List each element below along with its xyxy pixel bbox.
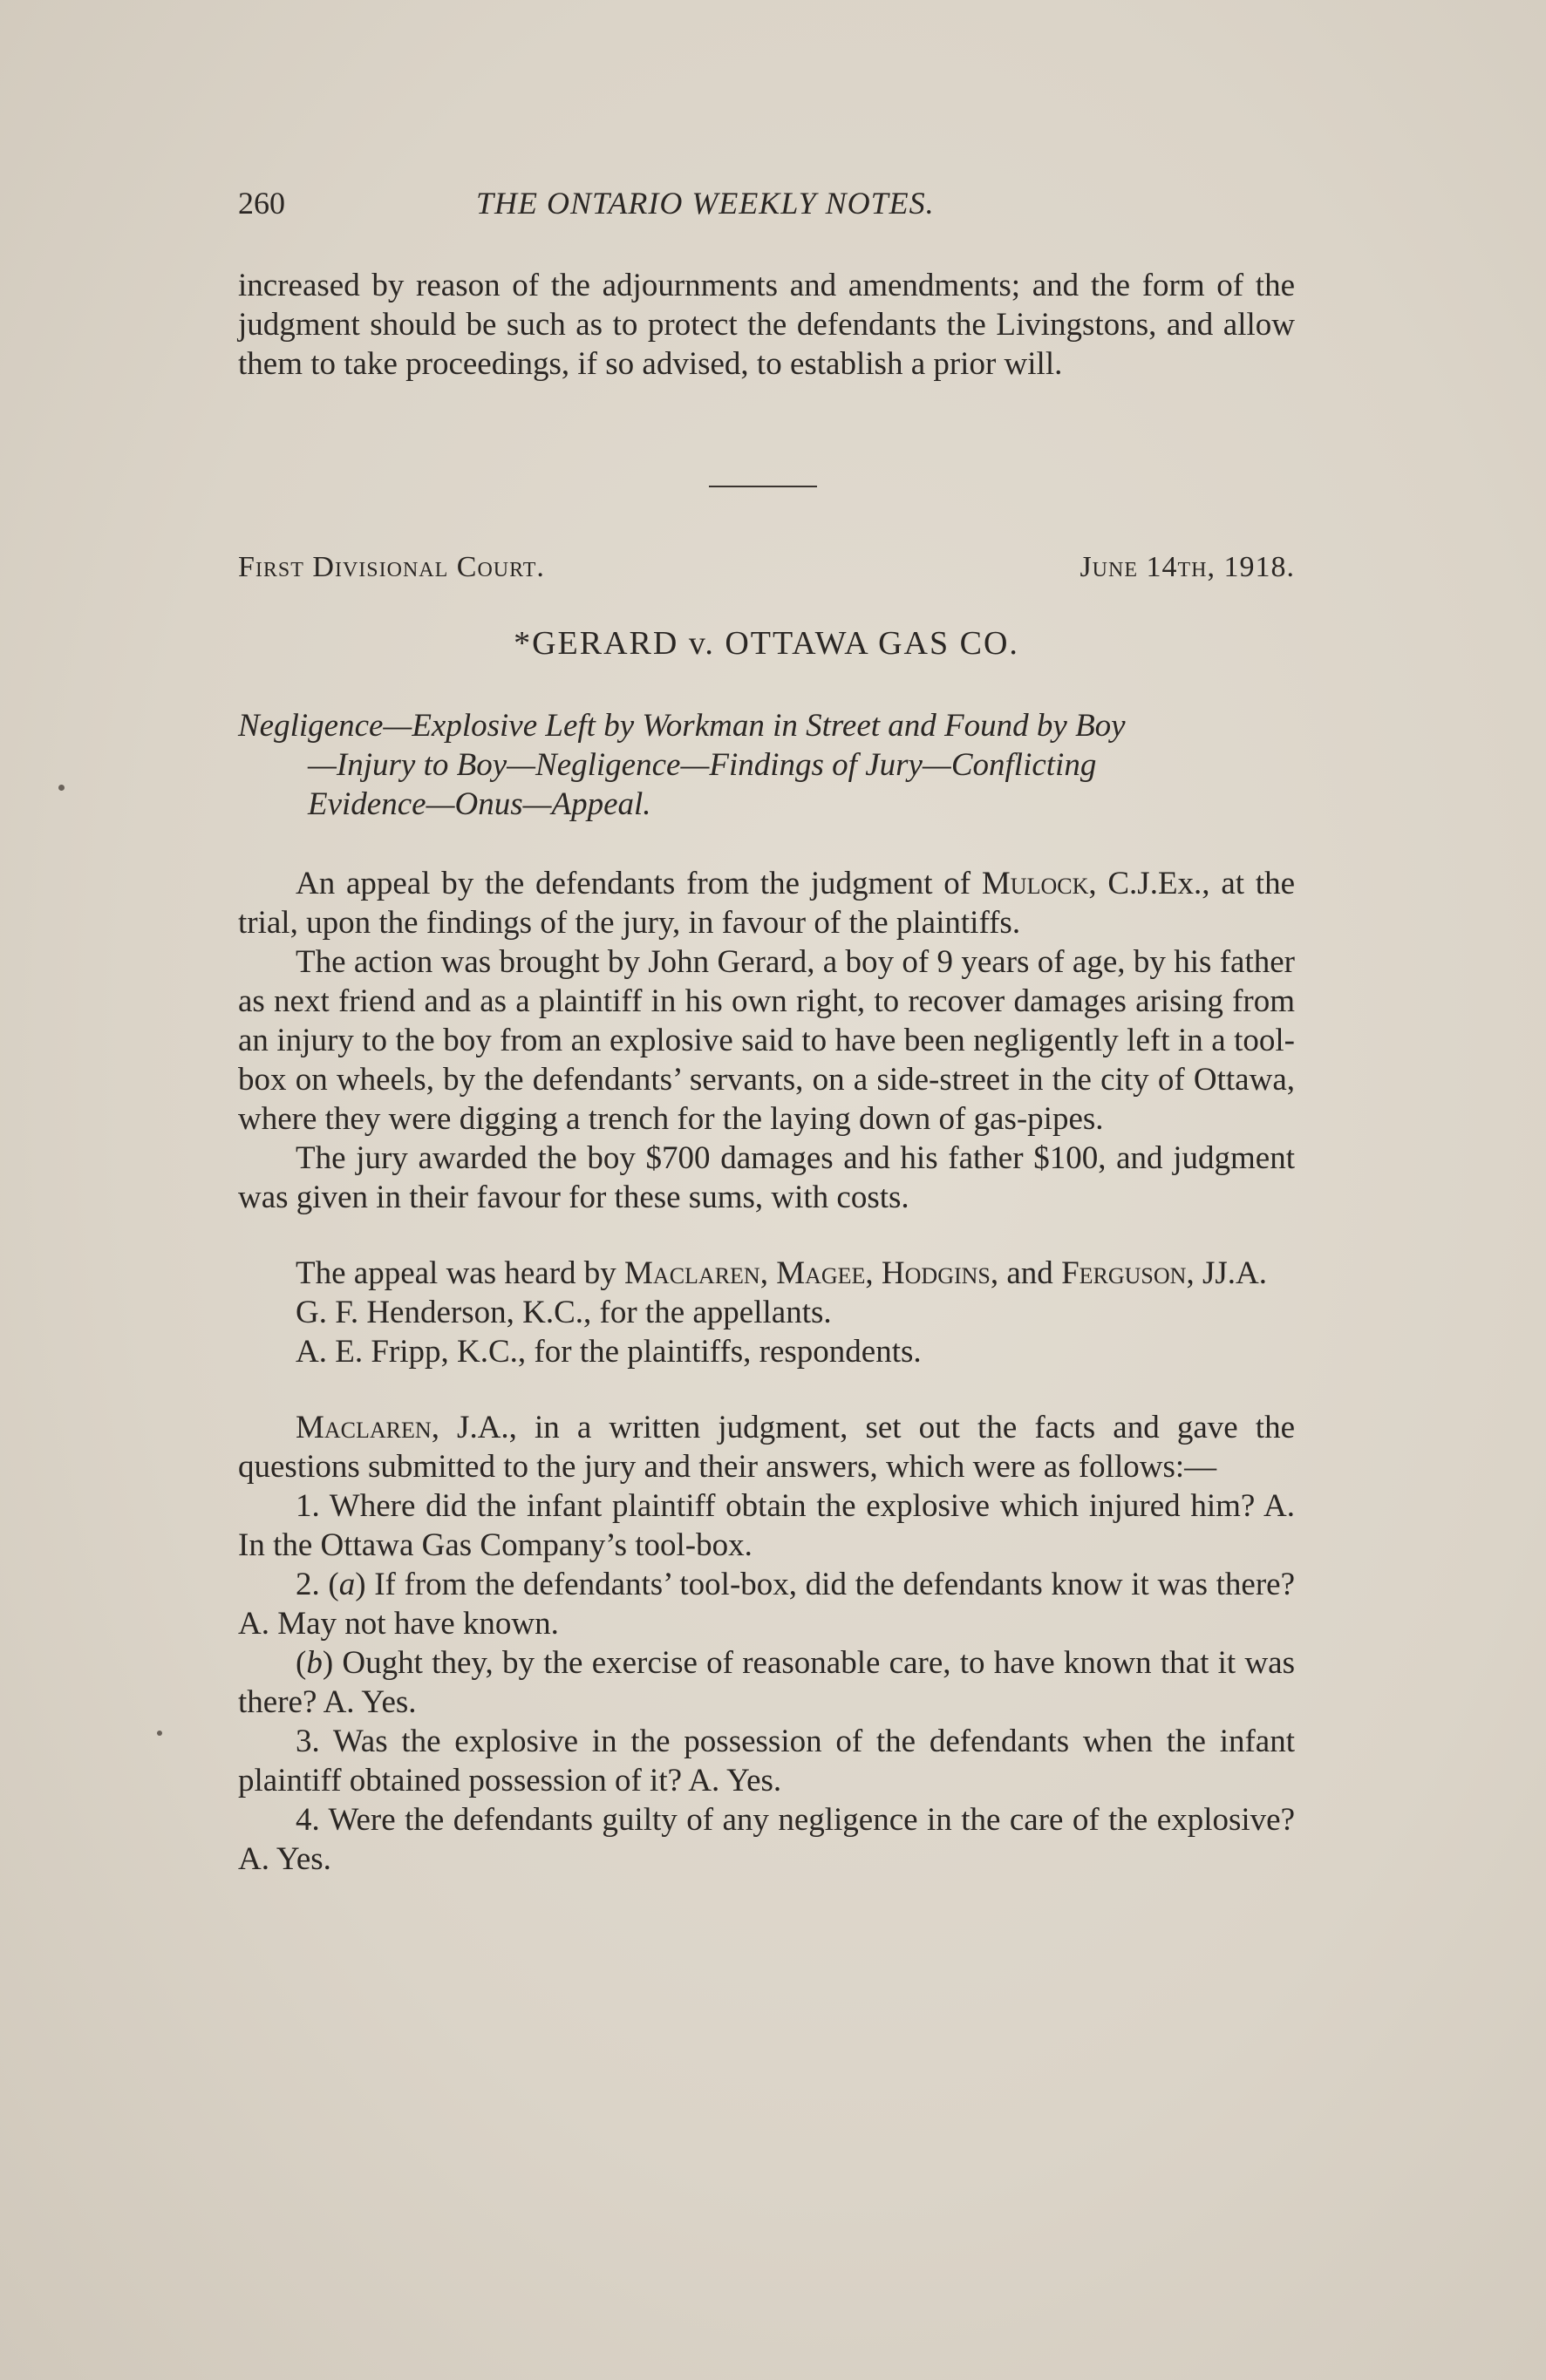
text-run: , C.J.Ex., at the trial, upon the findings of the jury, in favour of the plaintiffs.	[238, 866, 1295, 941]
text-run: , J.A., in a written judgment, set out the facts and gave the questions submitted to the jury and their answers, which were as follows:—	[238, 1410, 1295, 1485]
text-run: An appeal by the defendants from the judgment of	[296, 866, 982, 901]
judge-name: Maclaren	[296, 1410, 432, 1445]
running-title: THE ONTARIO WEEKLY NOTES.	[476, 186, 935, 221]
headnote	[238, 706, 1295, 824]
item-letter: a	[338, 1567, 356, 1602]
decision-date: June 14th, 1918.	[1079, 551, 1295, 583]
continuation-paragraph	[238, 266, 1295, 384]
judge-names: Maclaren, Magee, Hodgins,	[624, 1255, 999, 1291]
counsel-line: A. E. Fripp, K.C., for the plaintiffs, respondents.	[296, 1334, 922, 1370]
case-title: *GERARD v. OTTAWA GAS CO.	[514, 625, 1019, 662]
question-2b	[238, 1643, 1295, 1722]
paragraph: increased by reason of the adjournments and amendments; and the form of the judgment should be such as to protect the defendants the Livingstons, and allow them to take proceedings, if so advised, to establish a prior will.	[238, 268, 1295, 382]
opinion-body	[238, 864, 1295, 1879]
jury-paragraph: The jury awarded the boy $700 damages and his father $100, and judgment was given in their favour for these sums, with costs.	[238, 1140, 1295, 1215]
text-run: ) Ought they, by the exercise of reasonable care, to have known that it was there? A. Yes.	[238, 1645, 1295, 1720]
page-header	[238, 185, 1302, 228]
section-divider	[709, 486, 817, 487]
text-run: ) If from the defendants’ tool-box, did the defendants know it was there? A. May not have known.	[238, 1567, 1296, 1642]
text-run: (	[296, 1645, 307, 1681]
headnote-line: —Injury to Boy—Negligence—Findings of Jury—Conflicting	[308, 747, 1097, 783]
heard-paragraph	[238, 1254, 1295, 1293]
question-2a	[238, 1565, 1295, 1643]
headnote-line: Evidence—Onus—Appeal.	[308, 786, 651, 822]
judgment-paragraph	[238, 1408, 1295, 1486]
text-run: , JJ.A.	[1186, 1255, 1267, 1291]
question-1: 1. Where did the infant plaintiff obtain the explosive which injured him? A. In the Ottawa Gas Company’s tool-box.	[238, 1488, 1295, 1563]
headnote-line: Negligence—Explosive Left by Workman in Street and Found by Boy	[238, 708, 1126, 744]
appeal-paragraph	[238, 864, 1295, 942]
question-4: 4. Were the defendants guilty of any negligence in the care of the explosive? A. Yes.	[238, 1802, 1295, 1877]
text-run: The appeal was heard by	[296, 1255, 625, 1291]
text-run: 2. (	[296, 1567, 339, 1602]
judge-name: Ferguson	[1061, 1255, 1187, 1291]
judge-name: Mulock	[981, 866, 1089, 901]
court-name: First Divisional Court.	[238, 551, 545, 583]
counsel-line: G. F. Henderson, K.C., for the appellants.	[296, 1295, 832, 1330]
court-line	[238, 551, 1295, 595]
action-paragraph: The action was brought by John Gerard, a boy of 9 years of age, by his father as next friend and as a plaintiff in his own right, to recover damages arising from an injury to the boy from an explosive said to have been negligently left in a tool-box on wheels, by the defendants’ servants, on a side-street in the city of Ottawa, where they were digging a trench for the laying down of gas-pipes.	[238, 944, 1295, 1137]
question-3: 3. Was the explosive in the possession of the defendants when the infant plaintiff obtained possession of it? A. Yes.	[238, 1724, 1295, 1799]
paper-speck	[157, 1731, 162, 1736]
page-number: 260	[238, 186, 285, 221]
item-letter: b	[306, 1645, 323, 1681]
text-run: and	[998, 1255, 1062, 1291]
paper-speck	[58, 785, 65, 791]
